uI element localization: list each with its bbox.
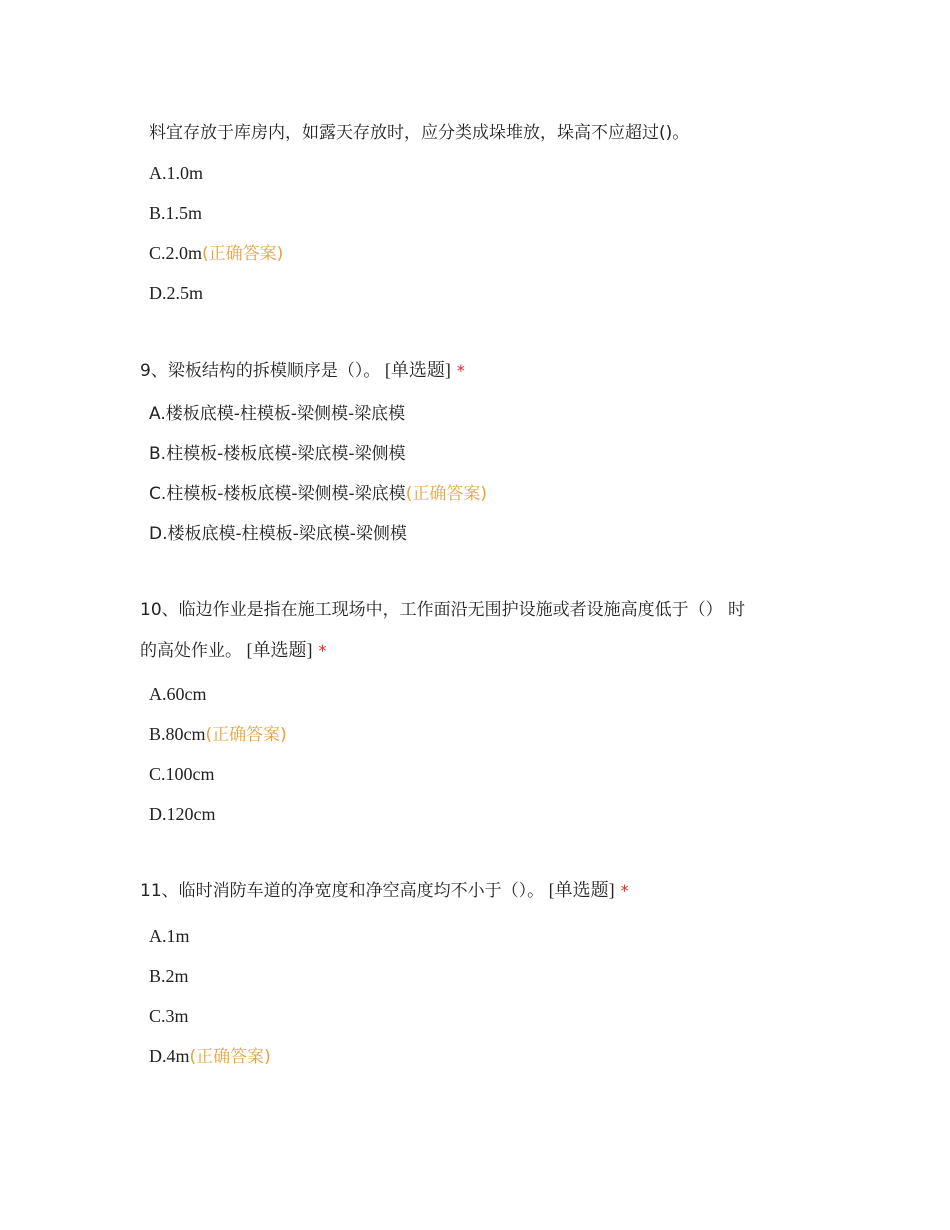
option-label: C.100cm	[149, 764, 215, 784]
option-c[interactable]	[149, 763, 215, 785]
option-label: D.120cm	[149, 804, 216, 824]
option-label: B.80cm	[149, 724, 206, 744]
option-c[interactable]	[149, 483, 487, 505]
option-label: C.3m	[149, 1006, 189, 1026]
option-label: A.60cm	[149, 684, 207, 704]
required-mark: *	[456, 361, 465, 380]
option-label: C.柱模板-楼板底模-梁侧模-梁底模	[149, 484, 406, 504]
correct-answer-tag: (正确答案)	[405, 484, 487, 504]
question-title	[140, 639, 327, 662]
option-a[interactable]	[149, 162, 203, 184]
question-type: [单选题]	[548, 880, 615, 900]
option-a[interactable]	[149, 683, 207, 705]
option-c[interactable]	[149, 242, 283, 265]
question-title	[140, 359, 465, 382]
option-label: A.1m	[149, 926, 190, 946]
option-label: A.1.0m	[149, 163, 203, 183]
question-text: 11、临时消防车道的净宽度和净空高度均不小于（）。	[140, 881, 545, 901]
option-label: B.1.5m	[149, 203, 203, 223]
correct-answer-tag: (正确答案)	[205, 725, 287, 745]
option-label: D.2.5m	[149, 283, 203, 303]
question-text: 9、梁板结构的拆模顺序是（）。	[140, 361, 381, 381]
question-type: [单选题]	[246, 640, 313, 660]
option-label: A.楼板底模-柱模板-梁侧模-梁底模	[149, 404, 406, 424]
option-b[interactable]	[149, 723, 287, 746]
option-d[interactable]	[149, 282, 203, 304]
correct-answer-tag: (正确答案)	[189, 1047, 271, 1067]
required-mark: *	[620, 881, 629, 900]
correct-answer-tag: (正确答案)	[202, 244, 284, 264]
option-label: B.柱模板-楼板底模-梁底模-梁侧模	[149, 444, 406, 464]
option-label: C.2.0m	[149, 243, 203, 263]
option-label: B.2m	[149, 966, 189, 986]
question-text: 的高处作业。	[140, 641, 242, 661]
question-title	[140, 879, 629, 902]
option-a[interactable]	[149, 403, 405, 425]
option-b[interactable]	[149, 202, 202, 224]
option-d[interactable]	[149, 523, 407, 545]
option-label: D.4m	[149, 1046, 190, 1066]
question-text: 料宜存放于库房内，如露天存放时，应分类成垛堆放，垛高不应超过()。	[149, 123, 690, 143]
option-c[interactable]	[149, 1005, 189, 1027]
required-mark: *	[318, 641, 327, 660]
option-d[interactable]	[149, 1045, 271, 1068]
question-text: 10、临边作业是指在施工现场中，工作面沿无围护设施或者设施高度低于（） 时	[140, 600, 746, 620]
option-a[interactable]	[149, 925, 190, 947]
option-b[interactable]	[149, 443, 405, 465]
option-b[interactable]	[149, 965, 189, 987]
option-label: D.楼板底模-柱模板-梁底模-梁侧模	[149, 524, 407, 544]
question-type: [单选题]	[384, 360, 451, 380]
option-d[interactable]	[149, 803, 216, 825]
